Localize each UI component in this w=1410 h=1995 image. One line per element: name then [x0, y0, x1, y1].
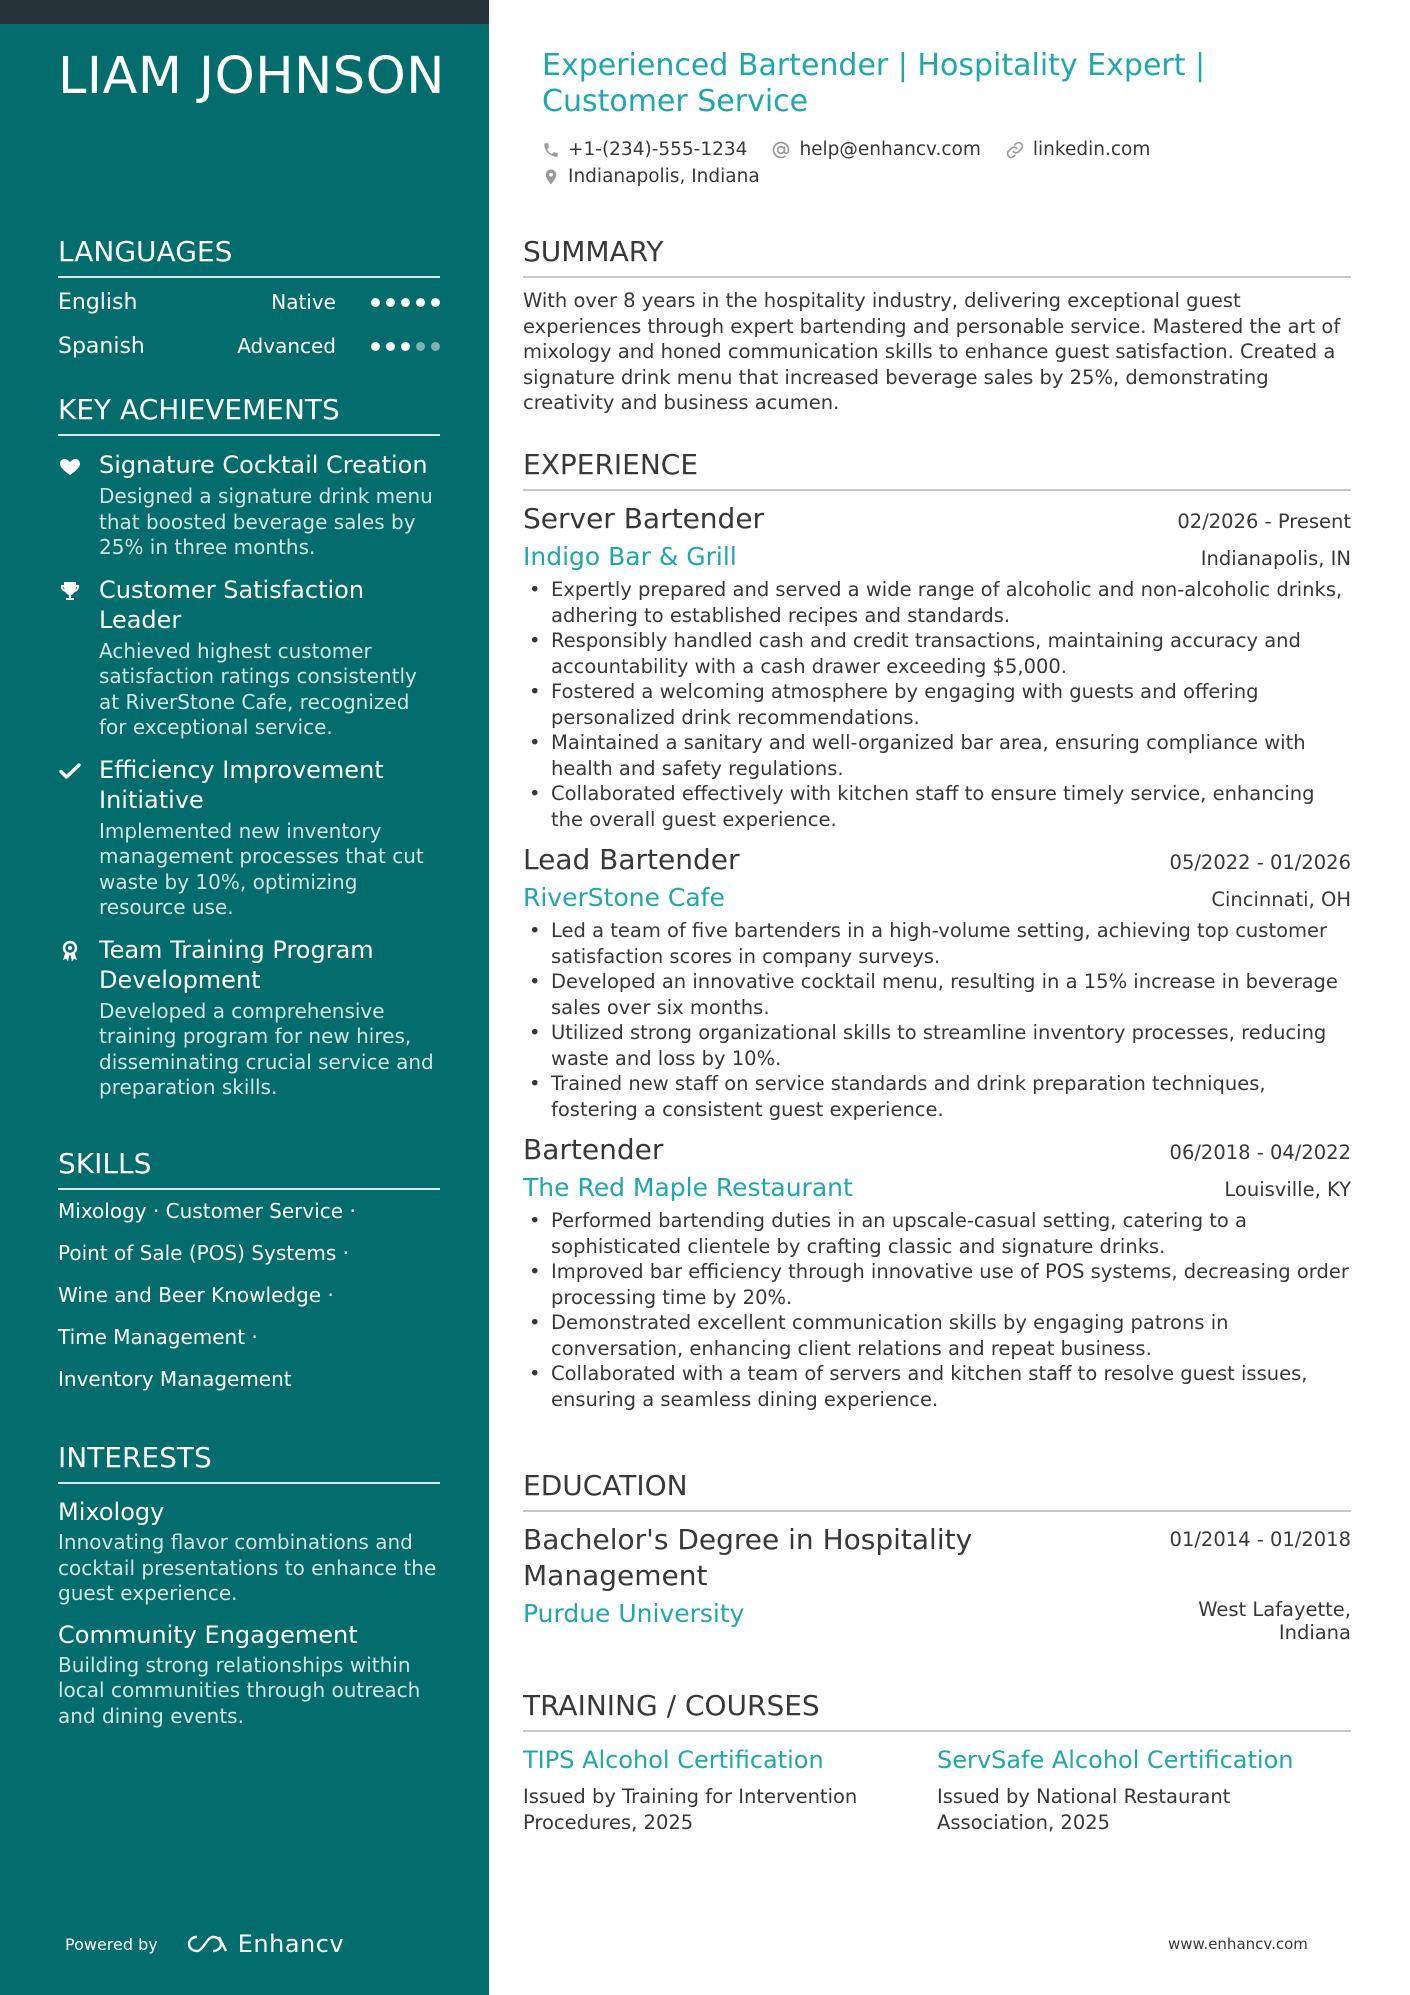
job-company: Indigo Bar & Grill: [523, 542, 737, 571]
job-date: 05/2022 - 01/2026: [1169, 851, 1351, 874]
job-company: RiverStone Cafe: [523, 883, 725, 912]
job-bullet: • Trained new staff on service standards and drink preparation techniques, fostering a consistent guest experience.: [551, 1071, 1351, 1122]
job-bullets: [523, 577, 1351, 832]
achievement-description: Designed a signature drink menu that boosted beverage sales by 25% in three months.: [99, 484, 433, 559]
contact-info: [542, 136, 1342, 190]
job-location: Indianapolis, IN: [1200, 547, 1351, 570]
education-title: EDUCATION: [523, 1468, 1351, 1512]
achievement-item: [58, 575, 440, 741]
phone-text: +1-(234)-555-1234: [568, 139, 748, 160]
training-section: [523, 1688, 1351, 1835]
education-section: [523, 1468, 1351, 1644]
contact-phone[interactable]: [542, 139, 747, 160]
job-entry: [523, 1132, 1351, 1412]
achievement-description: Developed a comprehensive training program for new hires, disseminating crucial service and preparation skills.: [99, 998, 434, 1099]
achievement-title: Team Training Program Development: [99, 935, 374, 994]
language-rating: [368, 298, 440, 307]
job-bullet: • Performed bartending duties in an upscale-casual setting, catering to a sophisticated clientele by crafting classic and signature drinks.: [551, 1208, 1351, 1259]
language-item: [58, 324, 440, 368]
summary-title: SUMMARY: [523, 234, 1351, 278]
rating-dot-filled: [401, 342, 410, 351]
powered-by-label: Powered by: [65, 1934, 158, 1954]
language-level: Advanced: [237, 334, 336, 358]
checkmark-icon: [58, 759, 82, 783]
skill-row: Time Management ·: [58, 1325, 258, 1349]
achievement-title: Signature Cocktail Creation: [99, 451, 428, 479]
rating-dot-empty: [431, 342, 440, 351]
skills-title: SKILLS: [58, 1146, 440, 1190]
experience-section: [523, 447, 1351, 1412]
location-text: Indianapolis, Indiana: [568, 166, 760, 187]
job-bullets: [523, 1208, 1351, 1412]
achievement-item: [58, 755, 440, 921]
contact-location: [542, 166, 760, 187]
language-item: [58, 280, 440, 324]
interest-title: Community Engagement: [58, 1620, 358, 1649]
interest-item: [58, 1496, 440, 1607]
job-role: Lead Bartender: [523, 843, 740, 876]
job-role: Bartender: [523, 1133, 664, 1166]
skill-row: Mixology · Customer Service ·: [58, 1199, 356, 1223]
experience-title: EXPERIENCE: [523, 447, 1351, 491]
rating-dot-filled: [386, 342, 395, 351]
interest-item: [58, 1619, 440, 1730]
job-date: 06/2018 - 04/2022: [1169, 1141, 1351, 1164]
rating-dot-filled: [431, 298, 440, 307]
language-name: Spanish: [58, 333, 145, 359]
skill-row: Wine and Beer Knowledge ·: [58, 1283, 334, 1307]
job-bullet: • Collaborated with a team of servers and kitchen staff to resolve guest issues, ensuring a seamless dining experience.: [551, 1361, 1351, 1412]
achievement-item: [58, 935, 440, 1101]
achievement-description: Implemented new inventory management processes that cut waste by 10%, optimizing resource use.: [99, 818, 424, 919]
job-bullet: • Utilized strong organizational skills to streamline inventory processes, reducing waste and loss by 10%.: [551, 1020, 1351, 1071]
job-date: 02/2026 - Present: [1177, 510, 1351, 533]
course-item: [523, 1744, 937, 1835]
course-title: TIPS Alcohol Certification: [523, 1746, 824, 1774]
skill-row: Point of Sale (POS) Systems ·: [58, 1241, 349, 1265]
achievements-title: KEY ACHIEVEMENTS: [58, 392, 440, 436]
interests-title: INTERESTS: [58, 1440, 440, 1484]
summary-section: [523, 234, 1351, 416]
job-bullet: • Fostered a welcoming atmosphere by engaging with guests and offering personalized drink recommendations.: [551, 679, 1351, 730]
trophy-icon: [58, 579, 82, 603]
enhancv-brand: Enhancv: [237, 1930, 345, 1958]
languages-title: LANGUAGES: [58, 234, 440, 278]
heart-icon: [58, 454, 82, 478]
job-company: The Red Maple Restaurant: [523, 1173, 853, 1202]
interest-title: Mixology: [58, 1498, 165, 1526]
job-location: Louisville, KY: [1224, 1178, 1351, 1201]
phone-icon: [542, 141, 560, 159]
achievements-section: [58, 392, 440, 1101]
rating-dot-empty: [416, 342, 425, 351]
rating-dot-filled: [371, 298, 380, 307]
enhancv-logo[interactable]: [186, 1930, 344, 1958]
enhancv-logo-icon: [186, 1933, 230, 1955]
education-location: [1198, 1598, 1351, 1644]
course-title: ServSafe Alcohol Certification: [937, 1746, 1294, 1774]
job-role: Server Bartender: [523, 502, 765, 535]
location-pin-icon: [542, 167, 560, 187]
job-bullet: • Collaborated effectively with kitchen staff to ensure timely service, enhancing the overall guest experience.: [551, 781, 1351, 832]
sidebar-top-bar: [0, 0, 489, 24]
at-sign-icon: [771, 140, 791, 160]
course-description: Issued by National Restaurant Association, 2025: [937, 1785, 1231, 1834]
contact-linkedin[interactable]: [1005, 139, 1150, 160]
skill-row: Inventory Management: [58, 1367, 292, 1391]
training-title: TRAINING / COURSES: [523, 1688, 1351, 1732]
job-location: Cincinnati, OH: [1211, 888, 1351, 911]
achievement-title: Efficiency Improvement Initiative: [99, 755, 384, 814]
interest-description: Building strong relationships within local communities through outreach and dining events.: [58, 1652, 421, 1728]
language-level: Native: [271, 290, 336, 314]
language-name: English: [58, 289, 138, 315]
course-item: [937, 1744, 1351, 1835]
skills-section: [58, 1146, 440, 1400]
job-bullet: • Improved bar efficiency through innovative use of POS systems, decreasing order processing time by 20%.: [551, 1259, 1351, 1310]
language-rating: [368, 342, 440, 351]
sidebar: [0, 0, 489, 1995]
footer-website[interactable]: www.enhancv.com: [1168, 1935, 1308, 1953]
job-entry: [523, 501, 1351, 832]
rating-dot-filled: [371, 342, 380, 351]
job-bullets: [523, 918, 1351, 1122]
rating-dot-filled: [386, 298, 395, 307]
summary-text: With over 8 years in the hospitality industry, delivering exceptional guest experiences through expert bartending and personable service. Mastered the art of mixology and honed communication skills to enhance guest satisfaction. Created a signature drink menu that increased beverage sales by 25%, demonstrating creativity and business acumen.: [523, 289, 1341, 414]
languages-section: [58, 234, 440, 368]
education-school: Purdue University: [523, 1599, 745, 1628]
education-degree: Bachelor's Degree in Hospitality Management: [523, 1523, 973, 1592]
education-date: 01/2014 - 01/2018: [1169, 1528, 1351, 1551]
education-location-line: West Lafayette,: [1198, 1598, 1351, 1621]
rating-dot-filled: [401, 298, 410, 307]
course-description: Issued by Training for Intervention Procedures, 2025: [523, 1785, 858, 1834]
achievement-item: [58, 450, 440, 561]
job-bullet: • Demonstrated excellent communication skills by engaging patrons in conversation, enhancing client relations and repeat business.: [551, 1310, 1351, 1361]
education-location-line: Indiana: [1278, 1621, 1351, 1644]
job-bullet: • Expertly prepared and served a wide range of alcoholic and non-alcoholic drinks, adhering to established recipes and standards.: [551, 577, 1351, 628]
interests-section: [58, 1440, 440, 1729]
powered-by: [65, 1930, 344, 1958]
contact-email[interactable]: [771, 139, 980, 160]
job-entry: [523, 842, 1351, 1122]
interest-description: Innovating flavor combinations and cocktail presentations to enhance the guest experience.: [58, 1530, 437, 1605]
candidate-name: LIAM JOHNSON: [58, 47, 445, 106]
rating-dot-filled: [416, 298, 425, 307]
job-bullet: • Led a team of five bartenders in a high-volume setting, achieving top customer satisfaction scores in company surveys.: [551, 918, 1351, 969]
email-text: help@enhancv.com: [799, 139, 981, 160]
job-bullet: • Maintained a sanitary and well-organized bar area, ensuring compliance with health and safety regulations.: [551, 730, 1351, 781]
achievement-description: Achieved highest customer satisfaction ratings consistently at RiverStone Cafe, recognized for exceptional service.: [99, 638, 417, 739]
linkedin-text: linkedin.com: [1032, 139, 1151, 160]
achievement-title: Customer Satisfaction Leader: [99, 575, 365, 634]
headline: Experienced Bartender | Hospitality Expert | Customer Service: [542, 48, 1206, 119]
job-bullet: • Responsibly handled cash and credit transactions, maintaining accuracy and accountability with a cash drawer exceeding $5,000.: [551, 628, 1351, 679]
link-icon: [1005, 140, 1025, 160]
job-bullet: • Developed an innovative cocktail menu, resulting in a 15% increase in beverage sales over six months.: [551, 969, 1351, 1020]
award-ribbon-icon: [58, 939, 82, 963]
